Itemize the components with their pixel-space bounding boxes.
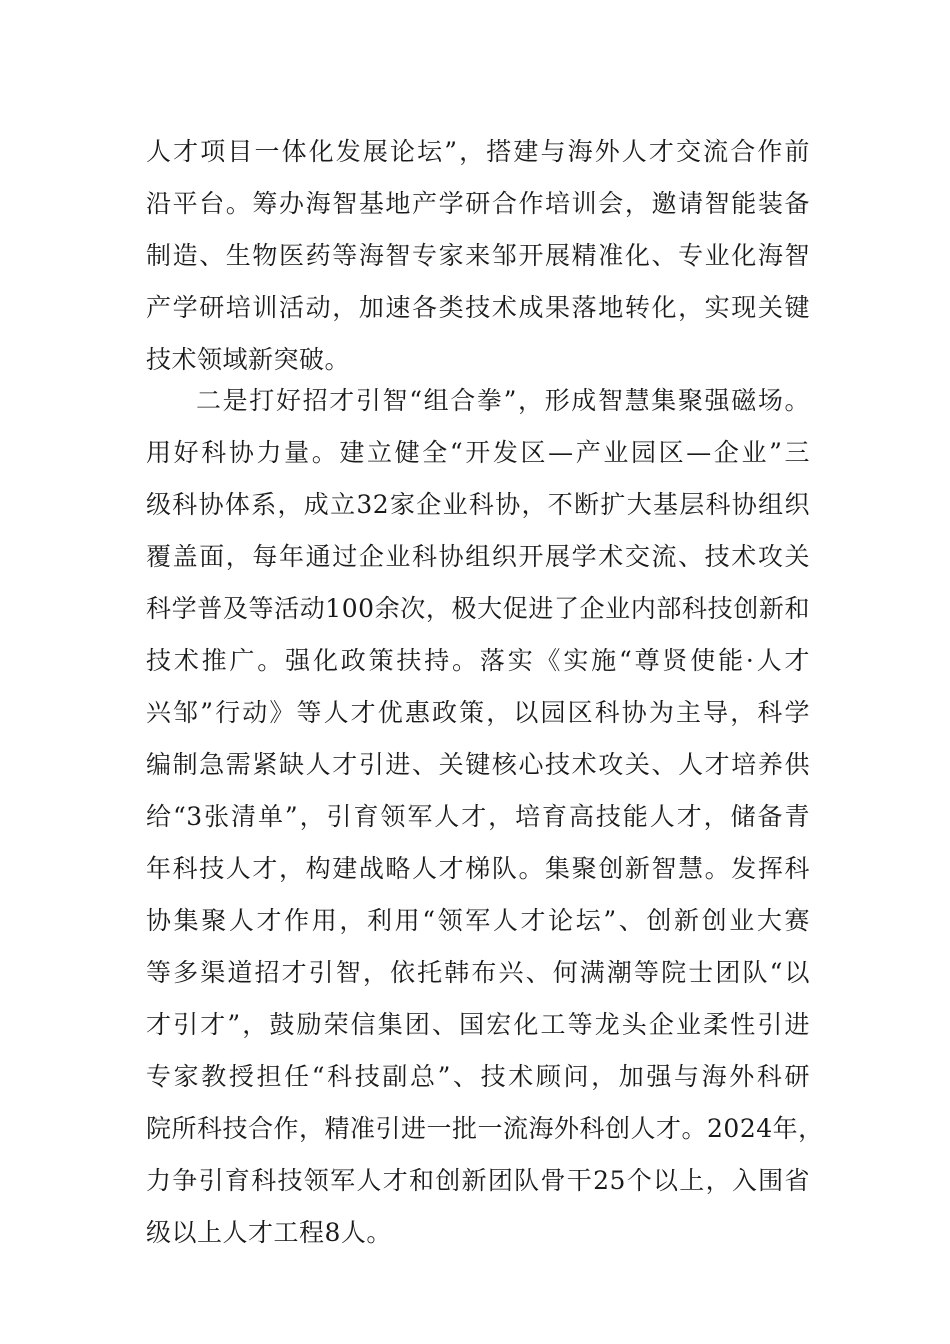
paragraph-line: 人才项目一体化发展论坛”，搭建与海外人才交流合作前	[146, 137, 810, 166]
paragraph-line: 院所科技合作，精准引进一批一流海外科创人才。2024年，	[146, 1114, 824, 1143]
paragraph-line: 覆盖面，每年通过企业科协组织开展学术交流、技术攻关	[146, 542, 810, 571]
paragraph-line: 协集聚人才作用，利用“领军人才论坛”、创新创业大赛	[146, 906, 810, 935]
paragraph-line: 技术领域新突破。	[146, 345, 351, 374]
paragraph-line: 给“3张清单”，引育领军人才，培育高技能人才，储备青	[146, 802, 810, 831]
paragraph-line: 才引才”，鼓励荣信集团、国宏化工等龙头企业柔性引进	[146, 1010, 810, 1039]
paragraph-line: 制造、生物医药等海智专家来邹开展精准化、专业化海智	[146, 241, 810, 270]
paragraph-line: 专家教授担任“科技副总”、技术顾问，加强与海外科研	[146, 1062, 810, 1091]
paragraph-line: 二是打好招才引智“组合拳”，形成智慧集聚强磁场。	[196, 386, 810, 415]
paragraph-1	[146, 126, 810, 386]
paragraph-line: 年科技人才，构建战略人才梯队。集聚创新智慧。发挥科	[146, 854, 810, 883]
paragraph-line: 产学研培训活动，加速各类技术成果落地转化，实现关键	[146, 293, 810, 322]
paragraph-line: 级以上人才工程8人。	[146, 1218, 392, 1247]
paragraph-line: 技术推广。强化政策扶持。落实《实施“尊贤使能·人才	[146, 646, 810, 675]
paragraph-line: 科学普及等活动100余次，极大促进了企业内部科技创新和	[146, 594, 810, 623]
paragraph-line: 力争引育科技领军人才和创新团队骨干25个以上，入围省	[146, 1166, 810, 1195]
paragraph-line: 等多渠道招才引智，依托韩布兴、何满潮等院士团队“以	[146, 958, 810, 987]
paragraph-line: 编制急需紧缺人才引进、关键核心技术攻关、人才培养供	[146, 750, 810, 779]
paragraph-line: 兴邹”行动》等人才优惠政策，以园区科协为主导，科学	[146, 698, 810, 727]
paragraph-line: 沿平台。筹办海智基地产学研合作培训会，邀请智能装备	[146, 189, 810, 218]
paragraph-line: 用好科协力量。建立健全“开发区—产业园区—企业”三	[146, 438, 810, 467]
paragraph-line: 级科协体系，成立32家企业科协，不断扩大基层科协组织	[146, 490, 810, 519]
paragraph-2	[146, 375, 824, 1259]
